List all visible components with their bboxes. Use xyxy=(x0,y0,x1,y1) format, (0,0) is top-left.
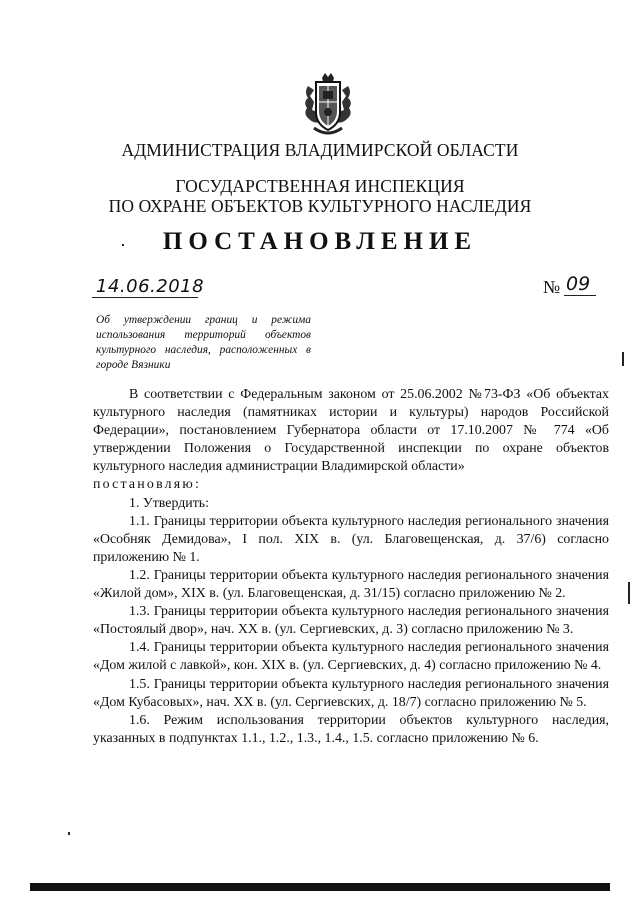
clause-1-3: 1.3. Границы территории объекта культурного наследия регионального значения «Постоялый двор», нач. XX в. (ул. Сергиевских, д. 3) согласно приложению № 3. xyxy=(93,604,609,638)
document-title: ПОСТАНОВЛЕНИЕ xyxy=(162,228,478,255)
document-number-label: № xyxy=(543,277,561,297)
document-date: 14.06.2018 xyxy=(96,276,205,297)
clause-1-2: 1.2. Границы территории объекта культурного наследия регионального значения «Жилой дом», XIX в. (ул. Благовещенская, д. 31/15) согласно приложению № 2. xyxy=(93,567,609,602)
inspection-name-line-1: ГОСУДАРСТВЕННАЯ ИНСПЕКЦИЯ xyxy=(175,176,465,196)
clause-1: 1. Утвердить: xyxy=(129,495,209,511)
scan-mark xyxy=(122,244,124,246)
number-underline xyxy=(564,295,596,296)
clause-1-6: 1.6. Режим использования территории объектов культурного наследия, указанных в подпунктах 1.1., 1.2., 1.3., 1.4., 1.5. согласно приложению № 6. xyxy=(93,712,609,746)
scan-mark xyxy=(68,832,70,835)
date-underline xyxy=(92,297,198,298)
document-subject: Об утверждении границ и режима использования территорий объектов культурного наследия, расположенных в городе Вязники xyxy=(96,314,311,371)
clause-1-4: 1.4. Границы территории объекта культурного наследия регионального значения «Дом жилой с лавкой», кон. XIX в. (ул. Сергиевских, д. 4) согласно приложению № 4. xyxy=(93,640,609,674)
scan-mark xyxy=(628,582,630,604)
scan-bottom-border xyxy=(30,883,610,891)
coat-of-arms-icon xyxy=(300,72,356,138)
clause-1-5: 1.5. Границы территории объекта культурного наследия регионального значения «Дом Кубасовых», нач. XX в. (ул. Сергиевских, д. 18/7) согласно приложению № 5. xyxy=(93,676,609,710)
preamble-paragraph: В соответствии с Федеральным законом от 25.06.2002 №73-ФЗ «Об объектах культурного наследия (памятниках истории и культуры) народов Российской Федерации», постановлением Губернатора области от 17.10.2007 № 774 «Об утверждении Положения о Государственной инспекции по охране объектов культурного наследия администрации Владимирской области» xyxy=(93,387,609,475)
inspection-name-line-2: ПО ОХРАНЕ ОБЪЕКТОВ КУЛЬТУРНОГО НАСЛЕДИЯ xyxy=(108,196,532,216)
clause-1-1: 1.1. Границы территории объекта культурного наследия регионального значения «Особняк Демидова», I пол. XIX в. (ул. Благовещенская, д. 37/6) согласно приложению № 1. xyxy=(93,513,609,565)
resolve-word: постановляю: xyxy=(93,477,202,493)
scan-mark xyxy=(622,352,624,366)
organization-name: АДМИНИСТРАЦИЯ ВЛАДИМИРСКОЙ ОБЛАСТИ xyxy=(121,140,519,160)
document-number: 09 xyxy=(566,273,591,295)
document-body xyxy=(93,386,609,748)
